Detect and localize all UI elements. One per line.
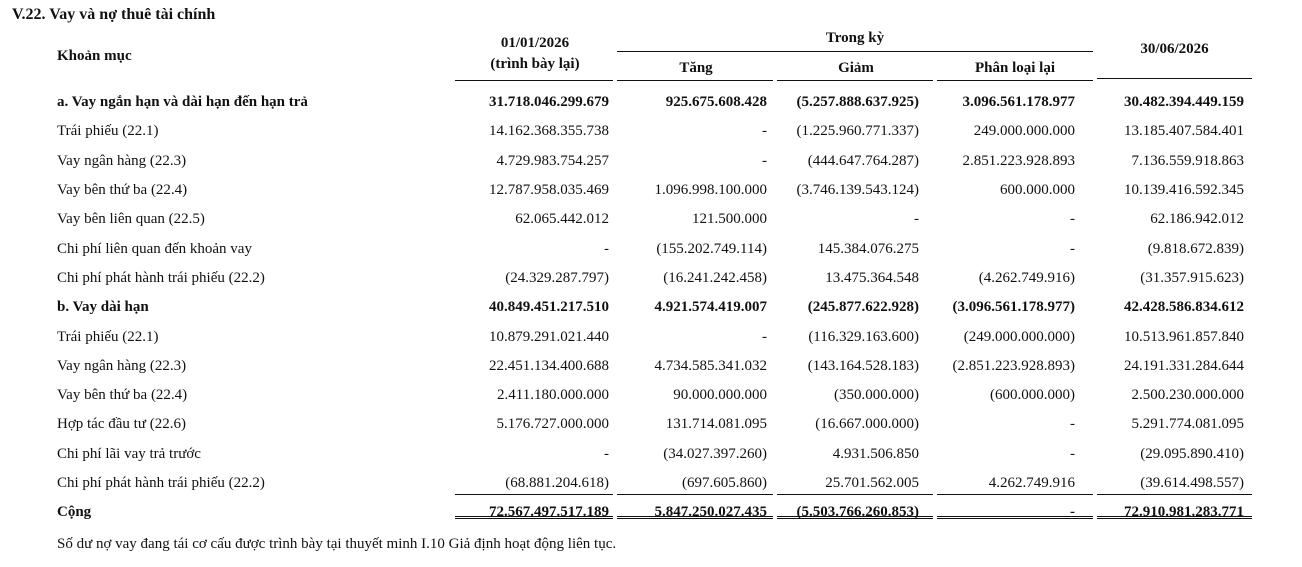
row-label: Vay bên thứ ba (22.4) xyxy=(57,387,188,404)
cell-decrease: (444.647.764.287) xyxy=(807,152,919,169)
cell-reclass: 600.000.000 xyxy=(1000,182,1075,199)
cell-increase: 131.714.081.095 xyxy=(665,416,767,433)
total-rule-top-reclass xyxy=(937,494,1093,495)
cell-decrease: (16.667.000.000) xyxy=(815,416,919,433)
cell-reclass: (600.000.000) xyxy=(990,387,1075,404)
row-label: Trái phiếu (22.1) xyxy=(57,123,159,140)
table-row xyxy=(0,176,1260,205)
cell-increase: - xyxy=(762,123,767,140)
cell-decrease: (143.164.528.183) xyxy=(807,357,919,374)
cell-opening: 72.567.497.517.189 xyxy=(489,504,609,521)
table-row xyxy=(0,234,1260,263)
cell-decrease: - xyxy=(914,211,919,228)
cell-reclass: - xyxy=(1070,504,1075,521)
table-row xyxy=(0,117,1260,146)
cell-closing: 5.291.774.081.095 xyxy=(1131,416,1244,433)
total-rule-top-closing xyxy=(1097,494,1252,495)
cell-increase: 90.000.000.000 xyxy=(673,387,767,404)
loans-table-body xyxy=(0,88,1260,527)
total-rule-bottom-closing xyxy=(1097,516,1252,519)
table-row xyxy=(0,352,1260,381)
cell-reclass: (4.262.749.916) xyxy=(978,269,1075,286)
cell-reclass: (2.851.223.928.893) xyxy=(952,357,1075,374)
cell-opening: 31.718.046.299.679 xyxy=(489,94,609,111)
cell-opening: 10.879.291.021.440 xyxy=(489,328,609,345)
cell-opening: - xyxy=(604,240,609,257)
cell-reclass: 4.262.749.916 xyxy=(988,475,1075,491)
header-reclass: Phân loại lại xyxy=(974,60,1056,76)
cell-closing: 62.186.942.012 xyxy=(1150,211,1244,228)
cell-increase: (34.027.397.260) xyxy=(663,445,767,462)
cell-decrease: 25.701.562.005 xyxy=(825,475,919,491)
footnote: Số dư nợ vay đang tái cơ cấu được trình bày tại thuyết minh I.10 Giả định hoạt động liên tục. xyxy=(57,536,617,552)
table-group-row xyxy=(0,88,1260,117)
cell-increase: 4.734.585.341.032 xyxy=(654,357,767,374)
cell-decrease: 145.384.076.275 xyxy=(817,240,919,257)
cell-increase: (697.605.860) xyxy=(682,475,767,491)
cell-opening: (24.329.287.797) xyxy=(505,269,609,286)
header-period-group: Trong kỳ xyxy=(825,30,885,46)
total-rule-top-decrease xyxy=(777,494,933,495)
table-row xyxy=(0,322,1260,351)
cell-increase: 5.847.250.027.435 xyxy=(654,504,767,521)
cell-closing: 24.191.331.284.644 xyxy=(1124,357,1244,374)
cell-opening: 22.451.134.400.688 xyxy=(489,357,609,374)
table-row xyxy=(0,264,1260,293)
table-row xyxy=(0,381,1260,410)
cell-increase: 1.096.998.100.000 xyxy=(654,182,767,199)
cell-reclass: (3.096.561.178.977) xyxy=(952,299,1075,316)
cell-opening: 14.162.368.355.738 xyxy=(489,123,609,140)
cell-opening: 12.787.958.035.469 xyxy=(489,182,609,199)
cell-decrease: (3.746.139.543.124) xyxy=(796,182,919,199)
header-rule-reclass xyxy=(937,80,1093,81)
table-row xyxy=(0,205,1260,234)
header-group-rule xyxy=(617,51,1093,52)
row-label: Trái phiếu (22.1) xyxy=(57,328,159,345)
header-decrease: Giảm xyxy=(838,60,874,76)
table-total-row xyxy=(0,498,1260,527)
cell-closing: (31.357.915.623) xyxy=(1140,269,1244,286)
header-increase: Tăng xyxy=(679,60,713,76)
cell-reclass: - xyxy=(1070,240,1075,257)
cell-reclass: - xyxy=(1070,211,1075,228)
cell-increase: - xyxy=(762,152,767,169)
header-rule-increase xyxy=(617,80,773,81)
cell-closing: 42.428.586.834.612 xyxy=(1124,299,1244,316)
cell-opening: 40.849.451.217.510 xyxy=(489,299,609,316)
cell-decrease: (5.503.766.260.853) xyxy=(796,504,919,521)
total-rule-bottom-opening xyxy=(455,516,613,519)
cell-reclass: 2.851.223.928.893 xyxy=(962,152,1075,169)
table-group-row xyxy=(0,293,1260,322)
cell-increase: - xyxy=(762,328,767,345)
row-label: Chi phí phát hành trái phiếu (22.2) xyxy=(57,475,265,491)
cell-reclass: - xyxy=(1070,445,1075,462)
total-rule-bottom-decrease xyxy=(777,516,933,519)
cell-increase: 4.921.574.419.007 xyxy=(654,299,767,316)
cell-closing: 10.513.961.857.840 xyxy=(1124,328,1244,345)
cell-closing: 30.482.394.449.159 xyxy=(1124,94,1244,111)
cell-increase: (155.202.749.114) xyxy=(656,240,767,257)
cell-closing: 2.500.230.000.000 xyxy=(1131,387,1244,404)
total-rule-top-opening xyxy=(455,494,613,495)
table-row xyxy=(0,147,1260,176)
header-item-column: Khoản mục xyxy=(57,48,132,64)
row-label: Vay ngân hàng (22.3) xyxy=(57,357,187,374)
header-rule-closing xyxy=(1097,78,1252,79)
cell-opening: (68.881.204.618) xyxy=(505,475,609,491)
loans-table xyxy=(0,88,1260,527)
row-label: Vay bên liên quan (22.5) xyxy=(57,211,205,228)
row-label: Hợp tác đầu tư (22.6) xyxy=(57,416,186,433)
row-label: Vay bên thứ ba (22.4) xyxy=(57,182,188,199)
cell-closing: (29.095.890.410) xyxy=(1140,445,1244,462)
table-row xyxy=(0,410,1260,439)
cell-opening: 4.729.983.754.257 xyxy=(496,152,609,169)
row-label: a. Vay ngắn hạn và dài hạn đến hạn trả xyxy=(57,94,308,111)
total-rule-bottom-increase xyxy=(617,516,773,519)
row-label: Vay ngân hàng (22.3) xyxy=(57,152,187,169)
cell-increase: (16.241.242.458) xyxy=(663,269,767,286)
row-label: Chi phí lãi vay trả trước xyxy=(57,445,201,462)
cell-opening: 62.065.442.012 xyxy=(515,211,609,228)
cell-opening: - xyxy=(604,445,609,462)
cell-closing: 13.185.407.584.401 xyxy=(1124,123,1244,140)
cell-decrease: (1.225.960.771.337) xyxy=(796,123,919,140)
header-rule-opening xyxy=(455,80,613,81)
cell-closing: 10.139.416.592.345 xyxy=(1124,182,1244,199)
cell-decrease: (245.877.622.928) xyxy=(807,299,919,316)
row-label: Cộng xyxy=(57,504,92,521)
cell-decrease: (5.257.888.637.925) xyxy=(796,94,919,111)
row-label: b. Vay dài hạn xyxy=(57,299,149,316)
cell-closing: 7.136.559.918.863 xyxy=(1131,152,1244,169)
cell-reclass: 3.096.561.178.977 xyxy=(962,94,1075,111)
header-opening-note: (trình bày lại) xyxy=(490,56,580,72)
section-title: V.22. Vay và nợ thuê tài chính xyxy=(12,6,216,23)
cell-decrease: (350.000.000) xyxy=(834,387,919,404)
cell-increase: 121.500.000 xyxy=(692,211,767,228)
cell-closing: (39.614.498.557) xyxy=(1140,475,1244,491)
row-label: Chi phí liên quan đến khoản vay xyxy=(57,240,252,257)
cell-decrease: 13.475.364.548 xyxy=(825,269,919,286)
cell-closing: 72.910.981.283.771 xyxy=(1124,504,1244,521)
cell-opening: 5.176.727.000.000 xyxy=(496,416,609,433)
total-rule-top-increase xyxy=(617,494,773,495)
header-closing-date: 30/06/2026 xyxy=(1140,41,1209,57)
row-label: Chi phí phát hành trái phiếu (22.2) xyxy=(57,269,265,286)
table-row xyxy=(0,440,1260,469)
cell-increase: 925.675.608.428 xyxy=(665,94,767,111)
cell-reclass: - xyxy=(1070,416,1075,433)
cell-decrease: 4.931.506.850 xyxy=(832,445,919,462)
cell-opening: 2.411.180.000.000 xyxy=(497,387,609,404)
header-opening-date: 01/01/2026 xyxy=(500,35,570,51)
header-rule-decrease xyxy=(777,80,933,81)
cell-reclass: (249.000.000.000) xyxy=(963,328,1075,345)
cell-reclass: 249.000.000.000 xyxy=(973,123,1075,140)
cell-decrease: (116.329.163.600) xyxy=(808,328,919,345)
cell-closing: (9.818.672.839) xyxy=(1147,240,1244,257)
total-rule-bottom-reclass xyxy=(937,516,1093,519)
